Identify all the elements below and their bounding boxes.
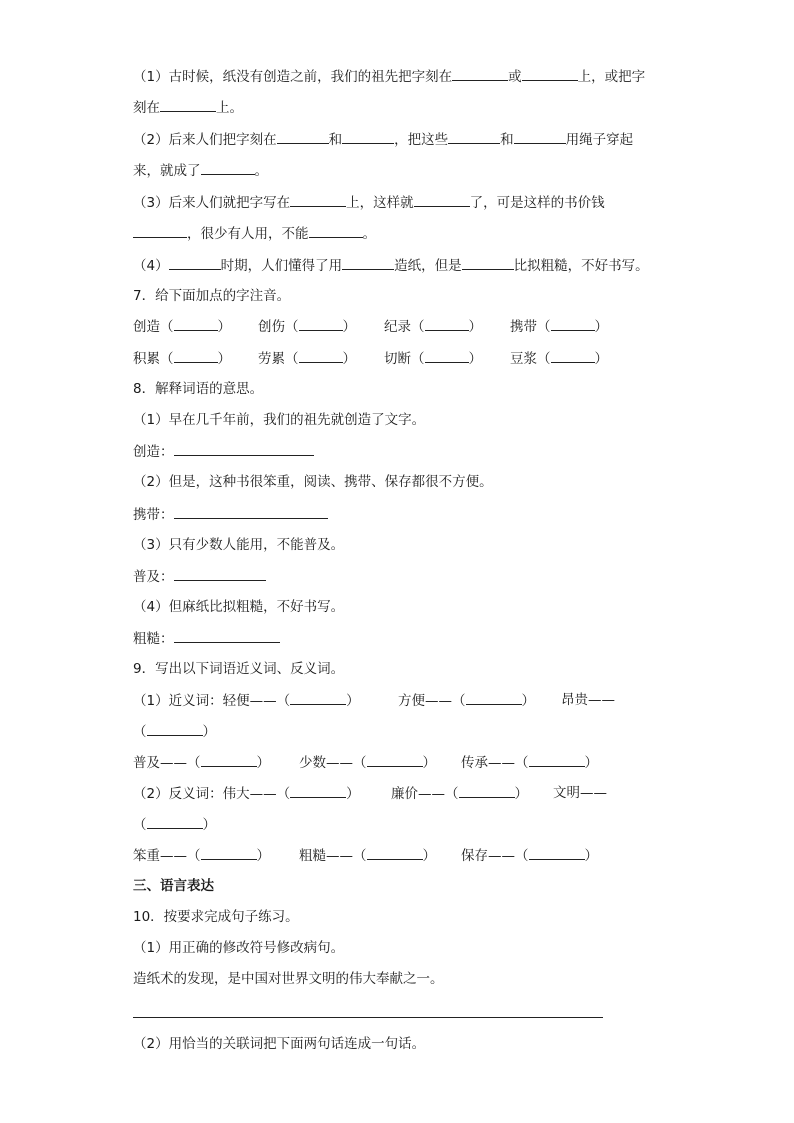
answer-blank[interactable] (342, 255, 394, 270)
synonym-item: 传承——（ ） (461, 752, 598, 773)
answer-blank[interactable] (367, 845, 423, 860)
pinyin-item: 纪录（ ） (384, 316, 482, 337)
pinyin-item: 创造（ ） (133, 316, 231, 337)
q6-part2-line1: （2）后来人们把字刻在 和 ，把这些 和 用绳子穿起 (133, 129, 633, 150)
q8-sentence-1: （1）早在几千年前，我们的祖先就创造了文字。 (133, 412, 426, 428)
synonym-item: 普及——（ ） (133, 752, 270, 773)
answer-blank[interactable] (201, 160, 255, 175)
q8-word-3: 普及： (133, 566, 266, 587)
synonym-item: 昂贵—— (561, 692, 615, 708)
answer-blank[interactable] (309, 223, 363, 238)
answer-line[interactable] (133, 1017, 603, 1018)
answer-blank[interactable] (201, 752, 257, 767)
answer-blank[interactable] (174, 504, 328, 519)
answer-blank[interactable] (299, 348, 343, 363)
answer-blank[interactable] (425, 316, 469, 331)
q10-part1: （1）用正确的修改符号修改病句。 (133, 940, 345, 956)
antonym-item: （2）反义词：伟大——（ ） (133, 783, 360, 804)
answer-blank[interactable] (459, 783, 515, 798)
q8-sentence-4: （4）但麻纸比拟粗糙，不好书写。 (133, 599, 345, 615)
antonym-item: 廉价——（ ） (391, 783, 528, 804)
answer-blank[interactable] (342, 129, 394, 144)
q10-part1-sentence: 造纸术的发现，是中国对世界文明的伟大奉献之一。 (133, 971, 444, 987)
answer-blank[interactable] (201, 845, 257, 860)
synonym-item: 少数——（ ） (299, 752, 436, 773)
answer-blank[interactable] (147, 721, 203, 736)
synonym-item: （1）近义词：轻便——（ ） (133, 690, 360, 711)
answer-blank[interactable] (299, 316, 343, 331)
q6-part3-line1: （3）后来人们就把字写在 上，这样就 了，可是这样的书价钱 (133, 192, 605, 213)
q7-title: 7．给下面加点的字注音。 (133, 288, 291, 304)
pinyin-item: 切断（ ） (384, 348, 482, 369)
answer-blank[interactable] (160, 97, 216, 112)
answer-blank[interactable] (147, 814, 203, 829)
answer-blank[interactable] (551, 348, 595, 363)
pinyin-item: 携带（ ） (510, 316, 608, 337)
answer-blank[interactable] (529, 845, 585, 860)
q8-word-1: 创造： (133, 441, 314, 462)
antonym-item: 粗糙——（ ） (299, 845, 436, 866)
q8-title: 8．解释词语的意思。 (133, 381, 264, 397)
answer-blank[interactable] (448, 129, 500, 144)
q9-title: 9．写出以下词语近义词、反义词。 (133, 661, 345, 677)
answer-blank[interactable] (174, 566, 266, 581)
answer-blank[interactable] (169, 255, 221, 270)
answer-blank[interactable] (425, 348, 469, 363)
answer-blank[interactable] (367, 752, 423, 767)
q10-title: 10．按要求完成句子练习。 (133, 909, 299, 925)
q8-sentence-2: （2）但是，这种书很笨重，阅读、携带、保存都很不方便。 (133, 474, 493, 490)
q6-part1-line2: 刻在 上。 (133, 97, 243, 118)
antonym-item-wrap: （ ） (133, 814, 216, 835)
q6-part3-line2: ，很少有人用，不能 。 (133, 223, 376, 244)
answer-blank[interactable] (174, 628, 280, 643)
antonym-item: 文明—— (553, 785, 607, 801)
antonym-item: 保存——（ ） (461, 845, 598, 866)
answer-blank[interactable] (452, 66, 508, 81)
answer-blank[interactable] (514, 129, 566, 144)
pinyin-item: 豆浆（ ） (510, 348, 608, 369)
answer-blank[interactable] (174, 348, 218, 363)
synonym-item: 方便——（ ） (398, 690, 535, 711)
antonym-item: 笨重——（ ） (133, 845, 270, 866)
answer-blank[interactable] (174, 441, 314, 456)
answer-blank[interactable] (414, 192, 470, 207)
pinyin-item: 积累（ ） (133, 348, 231, 369)
answer-blank[interactable] (529, 752, 585, 767)
answer-blank[interactable] (466, 690, 522, 705)
q8-word-4: 粗糙： (133, 628, 280, 649)
pinyin-item: 创伤（ ） (258, 316, 356, 337)
synonym-item-wrap: （ ） (133, 721, 216, 742)
q8-word-2: 携带： (133, 504, 328, 525)
answer-blank[interactable] (522, 66, 578, 81)
answer-blank[interactable] (277, 129, 329, 144)
answer-blank[interactable] (290, 192, 346, 207)
q8-sentence-3: （3）只有少数人能用，不能普及。 (133, 537, 345, 553)
answer-blank[interactable] (290, 690, 346, 705)
answer-blank[interactable] (551, 316, 595, 331)
q6-part1-line1: （1）古时候，纸没有创造之前，我们的祖先把字刻在 或 上，或把字 (133, 66, 645, 87)
q6-part2-line2: 来，就成了 。 (133, 160, 268, 181)
answer-blank[interactable] (290, 783, 346, 798)
section-heading: 三、语言表达 (133, 878, 214, 894)
q10-part2: （2）用恰当的关联词把下面两句话连成一句话。 (133, 1036, 426, 1052)
answer-blank[interactable] (462, 255, 514, 270)
pinyin-item: 劳累（ ） (258, 348, 356, 369)
q6-part4-line1: （4） 时期，人们懂得了用 造纸，但是 比拟粗糙，不好书写。 (133, 255, 649, 276)
answer-blank[interactable] (174, 316, 218, 331)
answer-blank[interactable] (133, 223, 187, 238)
